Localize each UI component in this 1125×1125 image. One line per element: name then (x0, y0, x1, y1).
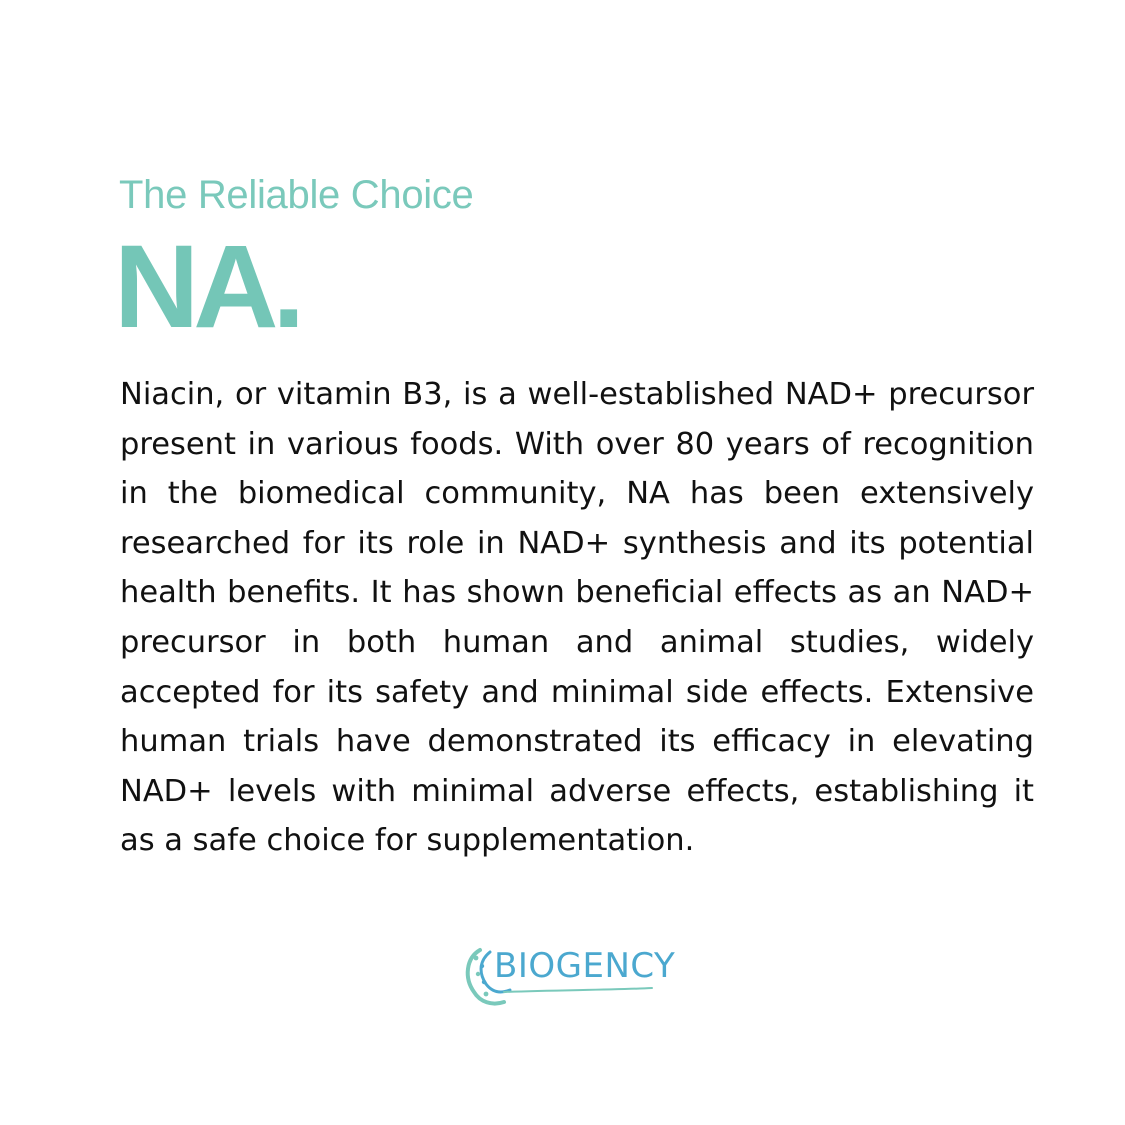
logo-text: BIOGENCY (494, 946, 676, 986)
subtitle: The Reliable Choice (119, 173, 474, 217)
brand-logo (464, 944, 676, 1012)
page-title: NA. (114, 221, 300, 353)
body-paragraph: Niacin, or vitamin B3, is a well-established NAD+ precursor present in various foods. With over 80 years of recognition in the biomedical community, NA has been extensively researched for its role in NAD+ synthesis and its potential health benefits. It has shown beneficial effects as an NAD+ precursor in both human and animal studies, widely accepted for its safety and minimal side effects. Extensive human trials have demonstrated its efficacy in elevating NAD+ levels with minimal adverse effects, establishing it as a safe choice for supplementation. (120, 377, 1034, 859)
